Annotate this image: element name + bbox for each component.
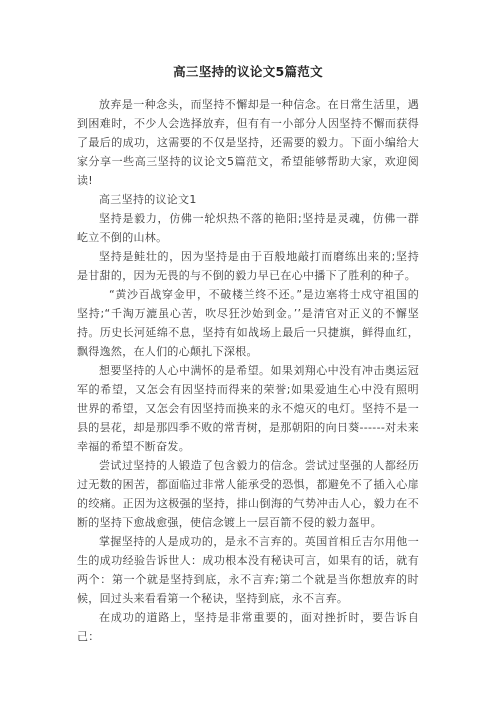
document-title: 高三坚持的议论文5篇范文 — [173, 64, 323, 79]
paragraph: 在成功的道路上，坚持是非常重要的，面对挫折时，要告诉自己： — [77, 611, 419, 643]
paragraph: 坚持是鲑壮的，因为坚持是由于百般地敲打而磨练出来的;坚持是甘甜的，因为无畏的与不倒的毅力早已在心中播下了胜利的种子。 — [77, 250, 419, 282]
paragraph: 掌握坚持的人是成功的，是永不言弃的。英国首相丘吉尔用他一生的成功经验告诉世人：成功根本没有秘诀可言，如果有的话，就有两个：第一个就是坚持到底，永不言弃;第二个就是当你想放弃的时候，回过头来看看第一个秘诀，坚持到底，永不言弃。 — [77, 535, 419, 605]
paragraph: 尝试过坚持的人锻造了包含毅力的信念。尝试过坚强的人都经历过无数的困苦，都面临过非常人能承受的恐惧，都避免不了插入心扉的绞痛。正因为这极强的坚持，排山倒海的气势冲击人心，毅力在不断的坚持下愈战愈强，使信念镀上一层百箭不侵的毅力盔甲。 — [77, 459, 419, 529]
document-body — [77, 95, 419, 646]
paragraph: 坚持是毅力，仿佛一轮炽热不落的艳阳;坚持是灵魂，仿佛一群屹立不倒的山林。 — [77, 212, 419, 244]
section-heading: 高三坚持的议论文1 — [99, 193, 197, 206]
paragraph-intro: 放弃是一种念头，而坚持不懈却是一种信念。在日常生活里，遇到困难时，不少人会选择放弃，但有有一小部分人因坚持不懈而获得了最后的成功，这需要的不仅是坚持，还需要的毅力。下面小编给大家分享一些高三坚持的议论文5篇范文，希望能够帮助大家，欢迎阅读! — [77, 98, 419, 187]
paragraph: 想要坚持的人心中满怀的是希望。如果刘翔心中没有冲击奥运冠军的希望，又怎会有因坚持而得来的荣誉;如果爱迪生心中没有照明世界的希望，又怎会有因坚持而换来的永不熄灭的电灯。坚持不是一县的昙花，却是那四季不败的常青树，是那朝阳的向日葵------对未来幸福的希望不断奋发。 — [77, 364, 420, 453]
paragraph: “黄沙百战穿金甲，不破楼兰终不还。”是边塞将士戍守祖国的坚持;“千淘万漉虽心苦，吹尽狂沙始到金。’’是清官对正义的不懈坚持。历史长河延绵不息，坚持有如战场上最后一只捷旗，鲜得血红，飘得逸然，在人们的心颠扎下深根。 — [77, 288, 419, 358]
